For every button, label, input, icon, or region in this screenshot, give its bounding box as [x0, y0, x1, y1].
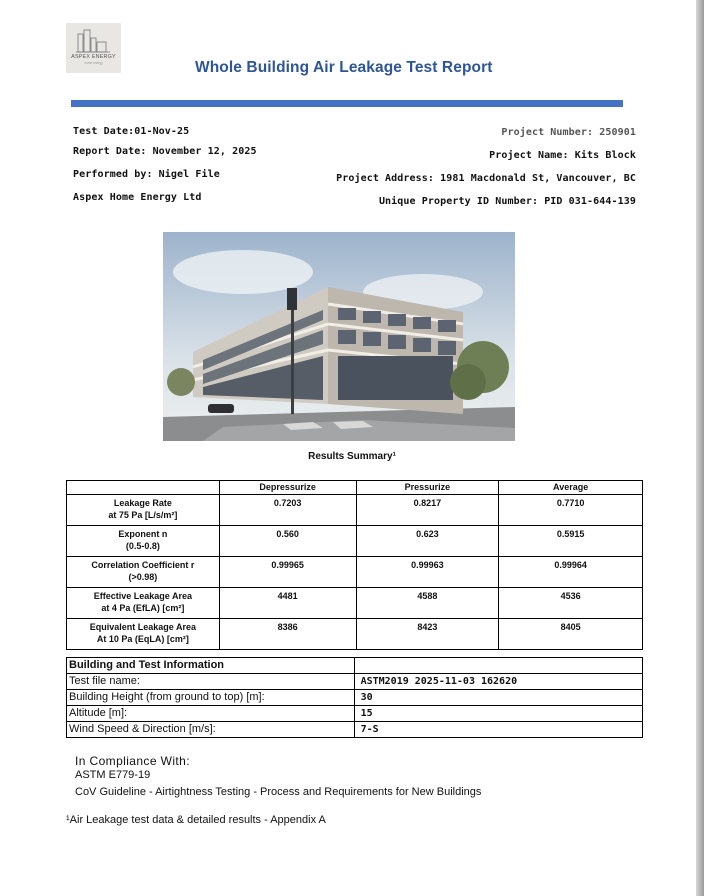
- average-value: 4536: [499, 588, 643, 619]
- depressurize-value: 0.99965: [219, 557, 356, 588]
- info-label: Altitude [m]:: [67, 706, 355, 722]
- pressurize-value: 0.8217: [356, 495, 499, 526]
- compliance-item: ASTM E779-19: [75, 769, 151, 781]
- building-logo-icon: [76, 28, 112, 54]
- row-label-line2: at 75 Pa [L/s/m²]: [108, 510, 178, 520]
- table-row: [67, 690, 643, 706]
- average-value: 0.5915: [499, 526, 643, 557]
- results-header-average: Average: [499, 481, 643, 495]
- building-info-header: Building and Test Information: [67, 658, 355, 674]
- building-info-header-row: [67, 658, 643, 674]
- average-value: 8405: [499, 619, 643, 650]
- table-row: [67, 674, 643, 690]
- title-divider: [71, 100, 623, 107]
- row-label: [67, 619, 220, 650]
- table-row: [67, 588, 643, 619]
- info-label: Building Height (from ground to top) [m]:: [67, 690, 355, 706]
- average-value: 0.99964: [499, 557, 643, 588]
- compliance-item: CoV Guideline - Airtightness Testing - Process and Requirements for New Buildings: [75, 786, 482, 798]
- project-number: Project Number: 250901: [501, 127, 636, 138]
- row-label: [67, 588, 220, 619]
- results-summary-title: Results Summary¹: [308, 451, 396, 462]
- results-header-pressurize: Pressurize: [356, 481, 499, 495]
- row-label-line1: Correlation Coefficient r: [91, 560, 195, 570]
- info-value: ASTM2019 2025-11-03 162620: [354, 674, 642, 690]
- row-label-line1: Leakage Rate: [113, 498, 172, 508]
- results-table: [66, 480, 643, 650]
- row-label-line2: (>0.98): [128, 572, 158, 582]
- pressurize-value: 0.99963: [356, 557, 499, 588]
- row-label-line1: Effective Leakage Area: [93, 591, 192, 601]
- building-info-header-blank: [354, 658, 642, 674]
- property-id: Unique Property ID Number: PID 031-644-139: [378, 196, 636, 207]
- pressurize-value: 8423: [356, 619, 499, 650]
- table-row: [67, 526, 643, 557]
- row-label: [67, 557, 220, 588]
- table-row: [67, 619, 643, 650]
- average-value: 0.7710: [499, 495, 643, 526]
- table-row: [67, 706, 643, 722]
- report-date: Report Date: November 12, 2025: [73, 146, 257, 157]
- info-label: Test file name:: [67, 674, 355, 690]
- info-value: 30: [354, 690, 642, 706]
- depressurize-value: 4481: [219, 588, 356, 619]
- pressurize-value: 0.623: [356, 526, 499, 557]
- depressurize-value: 8386: [219, 619, 356, 650]
- table-row: [67, 722, 643, 738]
- info-value: 15: [354, 706, 642, 722]
- company-logo: [66, 23, 121, 73]
- company-name: Aspex Home Energy Ltd: [73, 192, 202, 203]
- row-label: [67, 495, 220, 526]
- compliance-heading: In Compliance With:: [75, 754, 190, 768]
- pressurize-value: 4588: [356, 588, 499, 619]
- info-label: Wind Speed & Direction [m/s]:: [67, 722, 355, 738]
- info-value: 7-S: [354, 722, 642, 738]
- test-date: Test Date:01-Nov-25: [73, 126, 190, 137]
- results-header-depressurize: Depressurize: [219, 481, 356, 495]
- row-label-line1: Equivalent Leakage Area: [89, 622, 196, 632]
- depressurize-value: 0.7203: [219, 495, 356, 526]
- building-photo: [163, 232, 515, 441]
- logo-tagline: home energy: [84, 61, 103, 65]
- building-info-table: [66, 657, 643, 738]
- footnote: ¹Air Leakage test data & detailed results - Appendix A: [66, 814, 326, 826]
- row-label-line1: Exponent n: [118, 529, 168, 539]
- row-label-line2: at 4 Pa (EfLA) [cm²]: [101, 603, 185, 613]
- row-label-line2: At 10 Pa (EqLA) [cm²]: [96, 634, 189, 644]
- report-title: Whole Building Air Leakage Test Report: [195, 59, 493, 76]
- logo-company-name: ASPEX ENERGY: [71, 54, 116, 60]
- table-row: [67, 557, 643, 588]
- table-row: [67, 495, 643, 526]
- page-edge-shadow: [696, 0, 704, 896]
- depressurize-value: 0.560: [219, 526, 356, 557]
- project-name: Project Name: Kits Block: [489, 150, 636, 161]
- row-label-line2: (0.5-0.8): [125, 541, 160, 551]
- row-label: [67, 526, 220, 557]
- results-header-row: [67, 481, 643, 495]
- performed-by: Performed by: Nigel File: [73, 169, 220, 180]
- project-address: Project Address: 1981 Macdonald St, Vancouver, BC: [336, 173, 636, 184]
- results-header-blank: [67, 481, 220, 495]
